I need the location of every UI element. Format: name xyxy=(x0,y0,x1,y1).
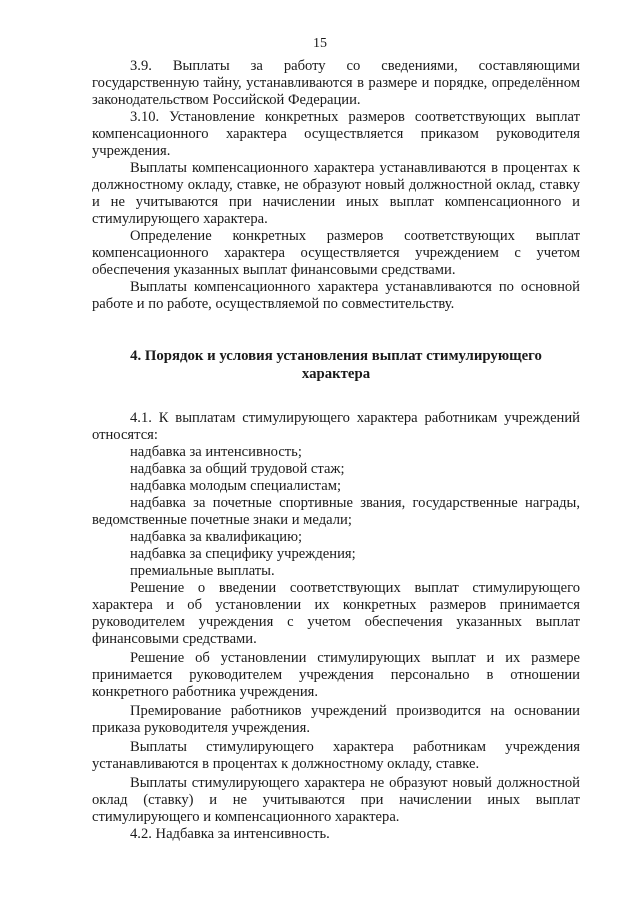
paragraph-decision-introduction: Решение о введении соответствующих выплат стимулирующего характера и об установлении их конкретных размеров принимается руководителем учреждения с учетом обеспечения указанных выплат финансовыми средствами. xyxy=(92,580,580,647)
paragraph-4-1-intro: 4.1. К выплатам стимулирующего характера работникам учреждений относятся: xyxy=(92,410,580,443)
list-item: надбавка молодым специалистам; xyxy=(130,478,341,494)
paragraph-incentive-percent: Выплаты стимулирующего характера работникам учреждения устанавливаются в процентах к должностному окладу, ставке. xyxy=(92,739,580,772)
paragraph-compensation-scope: Выплаты компенсационного характера устанавливаются по основной работе и по работе, осуществляемой по совместительству. xyxy=(92,279,580,312)
page-number: 15 xyxy=(313,36,327,51)
paragraph-3-10: 3.10. Установление конкретных размеров соответствующих выплат компенсационного характера осуществляется приказом руководителя учреждения. xyxy=(92,109,580,159)
paragraph-bonus-order: Премирование работников учреждений производится на основании приказа руководителя учреждения. xyxy=(92,703,580,736)
list-item: надбавка за почетные спортивные звания, государственные награды, ведомственные почетные знаки и медали; xyxy=(92,495,580,528)
list-item: премиальные выплаты. xyxy=(130,563,275,579)
incentive-list xyxy=(92,444,580,580)
document-body xyxy=(92,58,580,843)
section-heading xyxy=(92,347,580,383)
section-heading-line-2: характера xyxy=(301,366,371,382)
paragraph-incentive-not-salary: Выплаты стимулирующего характера не образуют новый должностной оклад (ставку) и не учитываются при начислении иных выплат стимулирующего и компенсационного характера. xyxy=(92,775,580,825)
list-item: надбавка за интенсивность; xyxy=(130,444,302,460)
paragraph-compensation-percent: Выплаты компенсационного характера устанавливаются в процентах к должностному окладу, ставке, не образуют новый должностной оклад, ставку и не учитываются при начислении иных выплат компенсационного и стимулирующего характера. xyxy=(92,160,580,227)
paragraph-decision-personal: Решение об установлении стимулирующих выплат и их размере принимается руководителем учреждения персонально в отношении конкретного работника учреждения. xyxy=(92,650,580,700)
list-item: надбавка за общий трудовой стаж; xyxy=(130,461,345,477)
list-item: надбавка за квалификацию; xyxy=(130,529,303,545)
section-heading-line-1: 4. Порядок и условия установления выплат стимулирующего xyxy=(130,348,542,364)
list-item: надбавка за специфику учреждения; xyxy=(130,546,356,562)
paragraph-3-9: 3.9. Выплаты за работу со сведениями, составляющими государственную тайну, устанавливаются в размере и порядке, определённом законодательством Российской Федерации. xyxy=(92,58,580,108)
paragraph-compensation-determination: Определение конкретных размеров соответствующих выплат компенсационного характера осуществляется учреждением с учетом обеспечения указанных выплат финансовыми средствами. xyxy=(92,228,580,278)
paragraph-4-2: 4.2. Надбавка за интенсивность. xyxy=(130,826,330,842)
